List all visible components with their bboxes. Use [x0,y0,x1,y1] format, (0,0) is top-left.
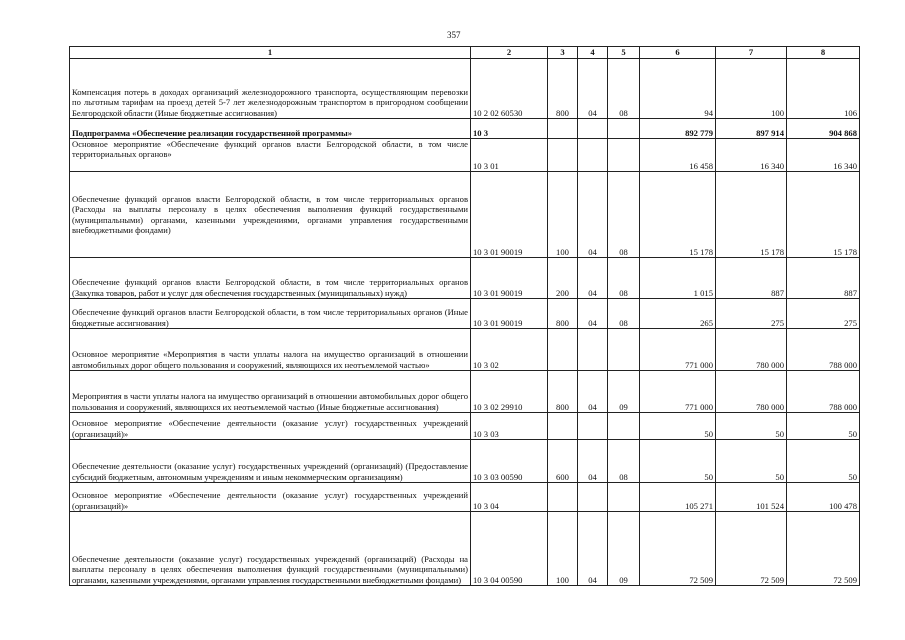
row-vr [548,413,578,440]
row-rz: 04 [578,440,608,483]
row-code: 10 3 01 90019 [471,299,548,329]
row-pr [608,413,640,440]
row-value-3: 15 178 [787,172,860,258]
row-code: 10 3 02 29910 [471,371,548,413]
row-code: 10 3 04 00590 [471,512,548,586]
row-value-2: 897 914 [716,119,787,139]
row-rz [578,413,608,440]
row-description: Обеспечение функций органов власти Белгородской области, в том числе территориальных органов (Иные бюджетные ассигнования) [70,299,471,329]
row-code: 10 2 02 60530 [471,59,548,119]
row-description: Мероприятия в части уплаты налога на имущество организаций в отношении автомобильных дорог общего пользования и сооружений, являющихся их неотъемлемой частью (Иные бюджетные ассигнования) [70,371,471,413]
row-rz: 04 [578,371,608,413]
row-description: Основное мероприятие «Обеспечение деятельности (оказание услуг) государственных учреждений (организаций)» [70,483,471,512]
col-header: 8 [787,47,860,59]
row-value-3: 72 509 [787,512,860,586]
row-rz [578,483,608,512]
row-pr [608,483,640,512]
table-row [70,299,860,329]
table-row [70,329,860,371]
row-rz: 04 [578,59,608,119]
row-value-1: 892 779 [640,119,716,139]
col-header: 2 [471,47,548,59]
col-header: 5 [608,47,640,59]
col-header: 7 [716,47,787,59]
table-row [70,483,860,512]
row-rz: 04 [578,299,608,329]
row-description: Подпрограмма «Обеспечение реализации государственной программы» [70,119,471,139]
row-description: Основное мероприятие «Мероприятия в части уплаты налога на имущество организаций в отношении автомобильных дорог общего пользования и сооружений, являющихся их неотъемлемой частью» [70,329,471,371]
row-value-2: 780 000 [716,371,787,413]
row-value-2: 50 [716,440,787,483]
table-row [70,440,860,483]
row-vr: 200 [548,258,578,299]
row-value-1: 16 458 [640,139,716,172]
row-value-1: 50 [640,440,716,483]
row-value-2: 100 [716,59,787,119]
col-header: 1 [70,47,471,59]
row-rz [578,139,608,172]
row-code: 10 3 04 [471,483,548,512]
row-value-1: 105 271 [640,483,716,512]
row-code: 10 3 01 90019 [471,172,548,258]
row-code: 10 3 [471,119,548,139]
row-value-1: 72 509 [640,512,716,586]
row-pr: 08 [608,258,640,299]
row-code: 10 3 01 90019 [471,258,548,299]
table-row [70,172,860,258]
row-code: 10 3 03 [471,413,548,440]
row-value-3: 887 [787,258,860,299]
row-vr: 100 [548,172,578,258]
row-value-1: 771 000 [640,371,716,413]
row-value-1: 15 178 [640,172,716,258]
row-code: 10 3 01 [471,139,548,172]
row-vr: 800 [548,299,578,329]
row-value-3: 100 478 [787,483,860,512]
row-rz: 04 [578,172,608,258]
row-vr: 800 [548,371,578,413]
row-value-2: 101 524 [716,483,787,512]
col-header: 4 [578,47,608,59]
row-pr: 08 [608,299,640,329]
row-description: Обеспечение деятельности (оказание услуг) государственных учреждений (организаций) (Расходы на выплаты персоналу в целях обеспечения выполнения функций государственными (муниципальными) органами, казенными учреждениями, органами управления государственными внебюджетными фондами) [70,512,471,586]
row-pr [608,119,640,139]
row-value-2: 16 340 [716,139,787,172]
row-value-1: 265 [640,299,716,329]
row-code: 10 3 03 00590 [471,440,548,483]
row-description: Обеспечение функций органов власти Белгородской области, в том числе территориальных органов (Закупка товаров, работ и услуг для обеспечения государственных (муниципальных) нужд) [70,258,471,299]
row-vr [548,483,578,512]
row-vr: 800 [548,59,578,119]
table-row [70,119,860,139]
row-pr: 08 [608,59,640,119]
row-description: Компенсация потерь в доходах организаций железнодорожного транспорта, осуществляющим перевозки по льготным тарифам на проезд детей 5-7 лет железнодорожным транспортом в пригородном сообщении Белгородской области (Иные бюджетные ассигнования) [70,59,471,119]
row-value-2: 72 509 [716,512,787,586]
row-pr: 09 [608,371,640,413]
row-vr [548,119,578,139]
row-value-3: 50 [787,440,860,483]
row-vr [548,329,578,371]
row-rz: 04 [578,512,608,586]
row-value-3: 275 [787,299,860,329]
row-vr: 600 [548,440,578,483]
table-row [70,258,860,299]
row-description: Обеспечение функций органов власти Белгородской области, в том числе территориальных органов (Расходы на выплаты персоналу в целях обеспечения выполнения функций государственными (муниципальными) органами, казенными учреждениями, органами управления государственными внебюджетными фондами) [70,172,471,258]
row-value-3: 16 340 [787,139,860,172]
row-pr: 09 [608,512,640,586]
row-pr [608,139,640,172]
row-value-3: 50 [787,413,860,440]
row-value-3: 788 000 [787,371,860,413]
col-header: 3 [548,47,578,59]
col-header: 6 [640,47,716,59]
row-value-2: 275 [716,299,787,329]
table-row [70,413,860,440]
page-number: 357 [447,30,461,40]
row-value-3: 904 868 [787,119,860,139]
header-row [70,47,860,59]
row-value-1: 771 000 [640,329,716,371]
row-pr: 08 [608,440,640,483]
row-pr [608,329,640,371]
row-description: Основное мероприятие «Обеспечение функций органов власти Белгородской области, в том числе территориальных органов» [70,139,471,172]
budget-table [69,46,860,586]
row-value-1: 94 [640,59,716,119]
row-value-1: 1 015 [640,258,716,299]
table-row [70,139,860,172]
row-value-3: 106 [787,59,860,119]
row-vr [548,139,578,172]
row-value-2: 50 [716,413,787,440]
row-value-2: 887 [716,258,787,299]
row-value-1: 50 [640,413,716,440]
row-value-2: 780 000 [716,329,787,371]
row-value-2: 15 178 [716,172,787,258]
row-rz: 04 [578,258,608,299]
row-description: Основное мероприятие «Обеспечение деятельности (оказание услуг) государственных учреждений (организаций)» [70,413,471,440]
row-rz [578,329,608,371]
table-row [70,512,860,586]
row-value-3: 788 000 [787,329,860,371]
row-description: Обеспечение деятельности (оказание услуг) государственных учреждений (организаций) (Предоставление субсидий бюджетным, автономным учреждениям и иным некоммерческим организациям) [70,440,471,483]
table-row [70,371,860,413]
row-pr: 08 [608,172,640,258]
table-row [70,59,860,119]
row-rz [578,119,608,139]
row-code: 10 3 02 [471,329,548,371]
row-vr: 100 [548,512,578,586]
